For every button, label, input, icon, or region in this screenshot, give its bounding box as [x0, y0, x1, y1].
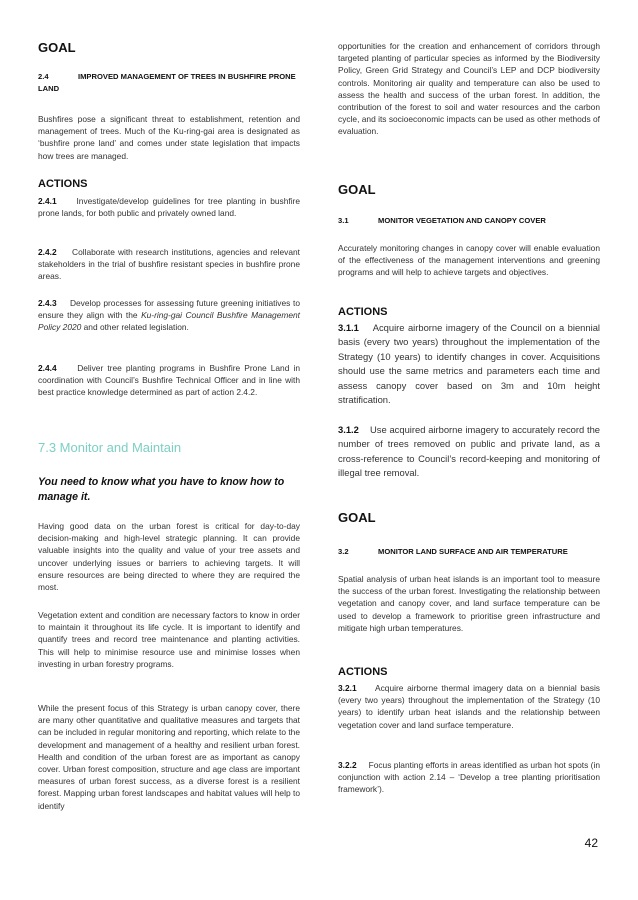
action-text-end: and other related legislation.	[81, 322, 189, 333]
body-paragraph-3: While the present focus of this Strategy is urban canopy cover, there are many other quantitative and qualitative measures and targets that can be included in regular monitoring and reporting, which relate to the development and management of a healthy and resilient urban forest. Health and condition of the urban forest are as important as canopy cover. Urban forest composition, structure and age class are important measures of urban forest success, as a diverse forest is a resilient forest. Mapping urban forest landscapes and habitat values will help to identify	[38, 703, 300, 811]
section-number: 3.1	[338, 216, 349, 225]
section-heading-2-4	[38, 71, 300, 95]
action-text: Focus planting efforts in areas identified as urban hot spots (in conjunction with action 2.14 – ‘Develop a tree planting prioritisation framework’).	[338, 760, 600, 795]
section-7-3-heading: 7.3 Monitor and Maintain	[38, 440, 182, 455]
action-text: Collaborate with research institutions, agencies and relevant stakeholders in the trial of bushfire resistant species in bushfire prone areas.	[38, 247, 300, 282]
action-number: 3.1.1	[338, 322, 359, 333]
action-3-2-1	[338, 682, 600, 731]
action-2-4-4	[38, 362, 300, 399]
section-intro: Spatial analysis of urban heat islands is an important tool to measure the success of the urban forest. Investigating the relationship between vegetation and canopy cover, and land surface temperature can be used to develop a framework to prioritise green infrastructure and mitigate high urban temperatures.	[338, 574, 600, 633]
body-paragraph-2: Vegetation extent and condition are necessary factors to know in order to maintain it throughout its life cycle. It is important to identify and quantify trees and record tree maintenance and planting activities. This will help to minimise resource use and minimise losses when investing in urban forestry programs.	[38, 610, 300, 669]
section-intro: Accurately monitoring changes in canopy cover will enable evaluation of the effectiveness of the management interventions and greening programs and will help to achieve targets and objectives.	[338, 243, 600, 278]
section-title: MONITOR VEGETATION AND CANOPY COVER	[378, 216, 546, 225]
goal-heading: GOAL	[338, 182, 376, 197]
action-3-1-1	[338, 321, 600, 407]
action-text: Investigate/develop guidelines for tree planting in bushfire prone lands, for both public and privately owned land.	[38, 196, 300, 219]
action-3-2-2	[338, 759, 600, 796]
actions-heading: ACTIONS	[338, 306, 388, 318]
section-number: 2.4	[38, 72, 49, 81]
section-intro: Bushfires pose a significant threat to establishment, retention and management of trees. Much of the Ku-ring-gai area is designated as ‘bushfire prone land’ and comes under state legislation that impacts how trees are managed.	[38, 114, 300, 161]
policy-title: Ku-ring-gai Council Bushfire Management Policy 2020	[38, 310, 300, 333]
action-2-4-1	[38, 195, 300, 219]
action-number: 2.4.2	[38, 247, 57, 257]
monitor-subheading: You need to know what you have to know how to manage it.	[38, 476, 285, 503]
body-paragraph-1: Having good data on the urban forest is critical for day-to-day decision-making and high-level strategic planning. It can provide valuable insights into the quality and value of your tree assets and uncover underlying issues or barriers to achieving targets. It will ensure resources are being directed to where they are required the most.	[38, 521, 300, 593]
action-text: Acquire airborne thermal imagery data on a biennial basis (every two years) throughout the implementation of the Strategy (10 years) to identify urban heat islands and the relationship between vegetation cover and land surface temperature.	[338, 683, 600, 730]
actions-heading: ACTIONS	[338, 666, 388, 678]
action-number: 3.1.2	[338, 424, 359, 435]
action-2-4-3	[38, 297, 300, 334]
section-title: IMPROVED MANAGEMENT OF TREES IN BUSHFIRE PRONE LAND	[38, 72, 296, 93]
actions-heading: ACTIONS	[38, 178, 88, 190]
action-2-4-2	[38, 246, 300, 283]
action-number: 2.4.1	[38, 196, 57, 206]
continuation-paragraph: opportunities for the creation and enhancement of corridors through targeted planting of particular species as informed by the Biodiversity Policy, Green Grid Strategy and Council’s LEP and DCP biodiversity controls. Monitoring air quality and temperature can also be used to assess the health and success of the urban forest. In addition, the contribution of the forest to soil and water resources and the carbon cycle, and its socioeconomic impacts can be used as other methods of evaluation.	[338, 41, 600, 137]
section-number: 3.2	[338, 547, 349, 556]
action-number: 2.4.4	[38, 363, 57, 373]
page-number: 42	[584, 836, 598, 850]
section-heading-3-2	[338, 546, 600, 558]
action-text: Acquire airborne imagery of the Council on a biennial basis (every two years) throughout the implementation of the Strategy (10 years) to identify changes in cover. Acquisitions should use the same metrics and parameters each time and assess canopy cover based on 3m and 10m height stratification.	[338, 322, 600, 406]
action-text: Deliver tree planting programs in Bushfire Prone Land in coordination with Council’s Bushfire Technical Officer and in line with best practice knowledge determined as part of action 2.4.2.	[38, 363, 300, 398]
action-number: 3.2.1	[338, 683, 357, 693]
goal-heading: GOAL	[38, 40, 76, 55]
goal-heading: GOAL	[338, 510, 376, 525]
action-text: Use acquired airborne imagery to accurately record the number of trees removed on public and private land, as a cross-reference to Council’s record-keeping and monitoring of illegal tree removal.	[338, 424, 601, 479]
section-title: MONITOR LAND SURFACE AND AIR TEMPERATURE	[378, 547, 568, 556]
action-number: 2.4.3	[38, 298, 57, 308]
action-text: Develop processes for assessing future greening initiatives to ensure they align with the	[38, 298, 300, 321]
section-heading-3-1	[338, 215, 600, 227]
action-3-1-2	[338, 423, 600, 481]
action-number: 3.2.2	[338, 760, 357, 770]
